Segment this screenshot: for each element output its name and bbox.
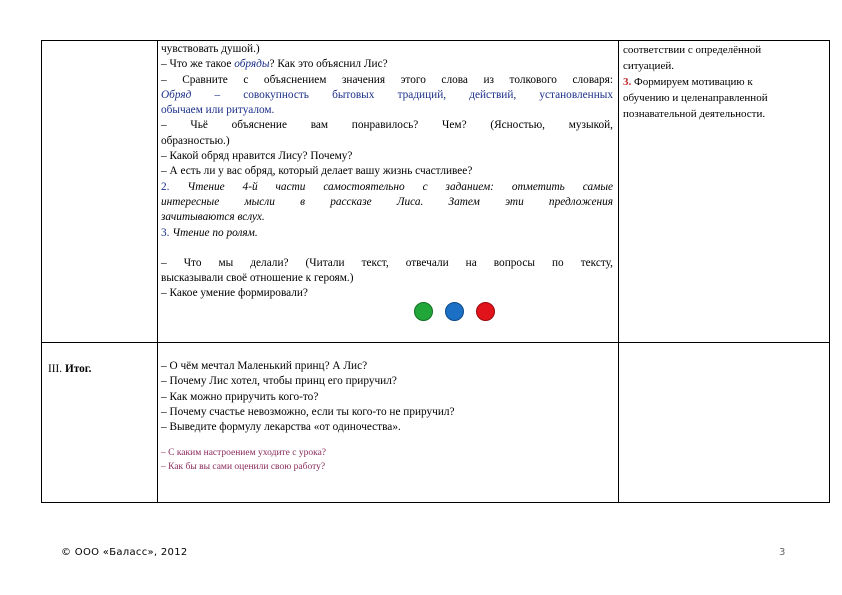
stage-label: III. Итог. (48, 363, 92, 375)
spacer (161, 435, 613, 446)
text-line: – Чьё объяснение вам понравилось? Чем? (Ясностью, музыкой, (161, 119, 613, 132)
row2-content (161, 359, 613, 474)
definition-line: Обряд – совокупность бытовых традиций, действий, установленных (161, 88, 613, 101)
row-divider (41, 342, 830, 343)
text-line: – Какой обряд нравится Лису? Почему? (161, 150, 353, 163)
goal-line: 3. Формируем мотивацию к (623, 76, 753, 88)
question-line: – О чём мечтал Маленький принц? А Лис? (161, 360, 368, 372)
text-line: – Какое умение формировали? (161, 287, 308, 300)
text-line: чувствовать душой.) (161, 43, 260, 55)
copyright-footer: © ООО «Баласс», 2012 (61, 547, 188, 558)
blue-circle-icon (445, 302, 464, 321)
spacer (161, 241, 613, 256)
page-number: 3 (779, 547, 786, 558)
goal-line: ситуацией. (623, 60, 674, 72)
goal-line: познавательной деятельности. (623, 108, 766, 120)
row1-goals (623, 42, 828, 122)
goal-line: соответствии с определённой (623, 44, 762, 56)
definition-line: обычаем или ритуалом. (161, 104, 275, 117)
goal-line: обучению и целенаправленной (623, 92, 768, 104)
text-line: высказывали своё отношение к героям.) (161, 272, 354, 285)
green-circle-icon (414, 302, 433, 321)
task-line: 3. Чтение по ролям. (161, 226, 258, 239)
question-line: – Почему Лис хотел, чтобы принц его приручил? (161, 375, 397, 388)
reflection-line: – Как бы вы сами оценили свою работу? (161, 462, 326, 473)
text-line: образностью.) (161, 134, 230, 147)
task-line: интересные мысли в рассказе Лиса. Затем эти предложения (161, 195, 613, 208)
column-divider-left (157, 40, 158, 503)
question-line: – Почему счастье невозможно, если ты кого-то не приручил? (161, 405, 455, 418)
question-line: – Выведите формулу лекарства «от одиночества». (161, 421, 401, 434)
text-line: – Что мы делали? (Читали текст, отвечали на вопросы по тексту, (161, 256, 613, 269)
red-circle-icon (476, 302, 495, 321)
text-line: – Что же такое обряды? Как это объяснил Лис? (161, 58, 388, 71)
question-line: – Как можно приручить кого-то? (161, 390, 319, 403)
text-line: – Сравните с объяснением значения этого слова из толкового словаря: (161, 73, 613, 86)
reflection-line: – С каким настроением уходите с урока? (161, 448, 327, 459)
task-line: 2. Чтение 4-й части самостоятельно с заданием: отметить самые (161, 180, 613, 193)
column-divider-right (618, 40, 619, 503)
row1-content (161, 42, 613, 302)
task-line: зачитываются вслух. (161, 211, 265, 224)
text-line: – А есть ли у вас обряд, который делает вашу жизнь счастливее? (161, 165, 473, 178)
